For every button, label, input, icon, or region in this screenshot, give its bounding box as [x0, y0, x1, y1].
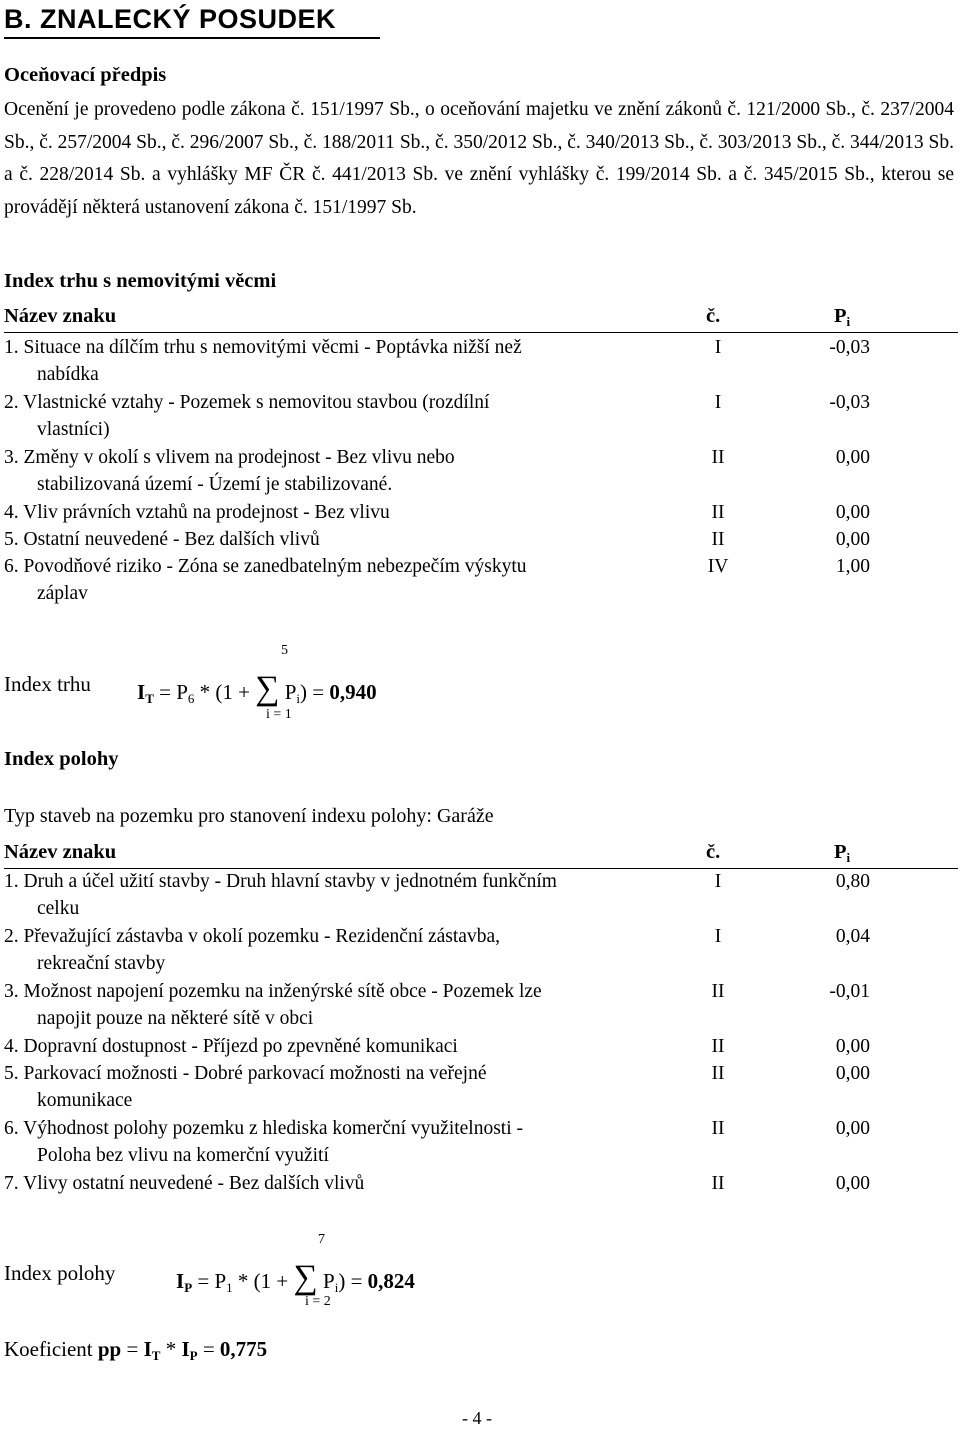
row-class: II: [711, 1063, 725, 1084]
position-index-formula: $I_P = P_1 * (1$ + ∑ $P_i) = 0,824$: [176, 1259, 415, 1296]
valuation-rule-text: Ocenění je provedeno podle zákona č. 151/1997 Sb., o oceňování majetku ve znění zákonů č. 121/2000 Sb., č. 237/2004 Sb., č. 257/2004 Sb., č. 296/2007 Sb., č. 188/2011 Sb., č. 350/2012 Sb., č. 340/2013 Sb., č. 303/2013 Sb., č. 344/2013 Sb. a č. 228/2014 Sb. a vyhlášky MF ČR č. 441/2013 Sb. ve znění vyhlášky č. 199/2014 Sb. a č. 345/2015 Sb., kterou se provádějí některá ustanovení zákona č. 151/1997 Sb.: [4, 99, 954, 218]
row-class: II: [711, 502, 725, 523]
row-label-line2: stabilizovaná území - Území je stabilizované.: [37, 474, 393, 495]
header-p: $P_i$: [834, 305, 851, 329]
position-sum-upper: 7: [318, 1232, 325, 1247]
row-class: II: [711, 1118, 725, 1139]
row-label-line1: 6. Výhodnost polohy pozemku z hlediska komerční využitelnosti -: [4, 1118, 524, 1139]
row-label-line2: napojit pouze na některé sítě v obci: [37, 1008, 314, 1029]
sum-icon: ∑: [255, 670, 280, 707]
row-value: -0,01: [829, 981, 870, 1002]
row-label-line2: Poloha bez vlivu na komerční využití: [37, 1145, 329, 1166]
row-label-line2: komunikace: [37, 1090, 133, 1111]
row-label-line1: 7. Vlivy ostatní neuvedené - Bez dalších vlivů: [4, 1173, 365, 1194]
sum-icon: ∑: [293, 1259, 318, 1296]
row-value: 0,00: [835, 1173, 870, 1194]
row-value: 0,00: [835, 529, 870, 550]
row-label-line1: 1. Situace na dílčím trhu s nemovitými věcmi - Poptávka nižší než: [4, 337, 522, 358]
row-value: -0,03: [829, 392, 870, 413]
row-label: [4, 978, 684, 1032]
row-label-line2: celku: [37, 898, 80, 919]
row-class: II: [711, 1036, 725, 1057]
header-num: č.: [706, 305, 721, 327]
row-label-line2: záplav: [37, 583, 88, 604]
row-label: [4, 444, 664, 498]
position-sum-lower: i = 2: [305, 1294, 331, 1309]
row-label-line1: 4. Dopravní dostupnost - Příjezd po zpevněné komunikaci: [4, 1036, 458, 1057]
row-label: [4, 923, 684, 977]
position-index-title: Index polohy: [4, 748, 119, 770]
row-value: 0,00: [835, 1036, 870, 1057]
row-class: II: [711, 447, 725, 468]
row-label: [4, 389, 664, 443]
row-class: II: [711, 529, 725, 550]
row-class: I: [714, 926, 722, 947]
row-value: 0,00: [835, 502, 870, 523]
row-value: 0,00: [835, 1063, 870, 1084]
row-value: 0,00: [835, 1118, 870, 1139]
building-type-line: Typ staveb na pozemku pro stanovení indexu polohy: Garáže: [4, 805, 494, 827]
row-class: II: [711, 1173, 725, 1194]
row-label: [4, 334, 664, 388]
row-value: 0,80: [835, 871, 870, 892]
document-heading: B. ZNALECKÝ POSUDEK: [4, 2, 380, 39]
page-number: - 4 -: [462, 1408, 492, 1428]
row-class: I: [714, 871, 722, 892]
row-label-line1: 5. Ostatní neuvedené - Bez dalších vlivů: [4, 529, 320, 550]
market-index-formula: $I_T = P_6 * (1$ + ∑ $P_i) = 0,940$: [137, 670, 377, 707]
row-label-line1: 3. Změny v okolí s vlivem na prodejnost - Bez vlivu nebo: [4, 447, 455, 468]
row-label: [4, 1060, 684, 1114]
position-table-header: [4, 838, 958, 869]
row-label-line1: 2. Převažující zástavba v okolí pozemku - Rezidenční zástavba,: [4, 926, 500, 947]
market-table-header: [4, 302, 958, 333]
row-label: [4, 499, 664, 526]
row-label: [4, 553, 664, 607]
row-label: [4, 1115, 684, 1169]
row-label-line1: 1. Druh a účel užití stavby - Druh hlavní stavby v jednotném funkčním: [4, 871, 557, 892]
market-index-title: Index trhu s nemovitými věcmi: [4, 270, 277, 292]
row-label-line1: 6. Povodňové riziko - Zóna se zanedbatelným nebezpečím výskytu: [4, 556, 527, 577]
row-value: 0,04: [835, 926, 870, 947]
row-class: IV: [707, 556, 729, 577]
row-label: [4, 1170, 684, 1197]
row-class: I: [714, 337, 722, 358]
row-label-line1: 3. Možnost napojení pozemku na inženýrské sítě obce - Pozemek lze: [4, 981, 542, 1002]
row-label-line1: 5. Parkovací možnosti - Dobré parkovací možnosti na veřejné: [4, 1063, 487, 1084]
row-label-line2: rekreační stavby: [37, 953, 166, 974]
header-p: $P_i$: [834, 841, 851, 865]
row-value: 1,00: [835, 556, 870, 577]
row-class: II: [711, 981, 725, 1002]
header-num: č.: [706, 841, 721, 863]
row-class: I: [714, 392, 722, 413]
header-name: Název znaku: [4, 841, 117, 863]
row-label-line1: 2. Vlastnické vztahy - Pozemek s nemovitou stavbou (rozdílní: [4, 392, 490, 413]
coefficient-line: Koeficient pp = $I_T * I_P = 0,775$: [4, 1337, 268, 1363]
row-label: [4, 1033, 684, 1060]
market-sum-lower: i = 1: [266, 707, 292, 722]
row-value: -0,03: [829, 337, 870, 358]
row-label-line2: vlastníci): [37, 419, 110, 440]
market-index-label: Index trhu: [4, 672, 91, 696]
row-label-line2: nabídka: [37, 364, 99, 385]
header-name: Název znaku: [4, 305, 117, 327]
market-sum-upper: 5: [281, 643, 288, 658]
row-label: [4, 526, 664, 553]
row-value: 0,00: [835, 447, 870, 468]
row-label-line1: 4. Vliv právních vztahů na prodejnost - Bez vlivu: [4, 502, 390, 523]
valuation-rule-title: Oceňovací předpis: [4, 64, 167, 86]
row-label: [4, 868, 684, 922]
position-index-label: Index polohy: [4, 1261, 116, 1285]
